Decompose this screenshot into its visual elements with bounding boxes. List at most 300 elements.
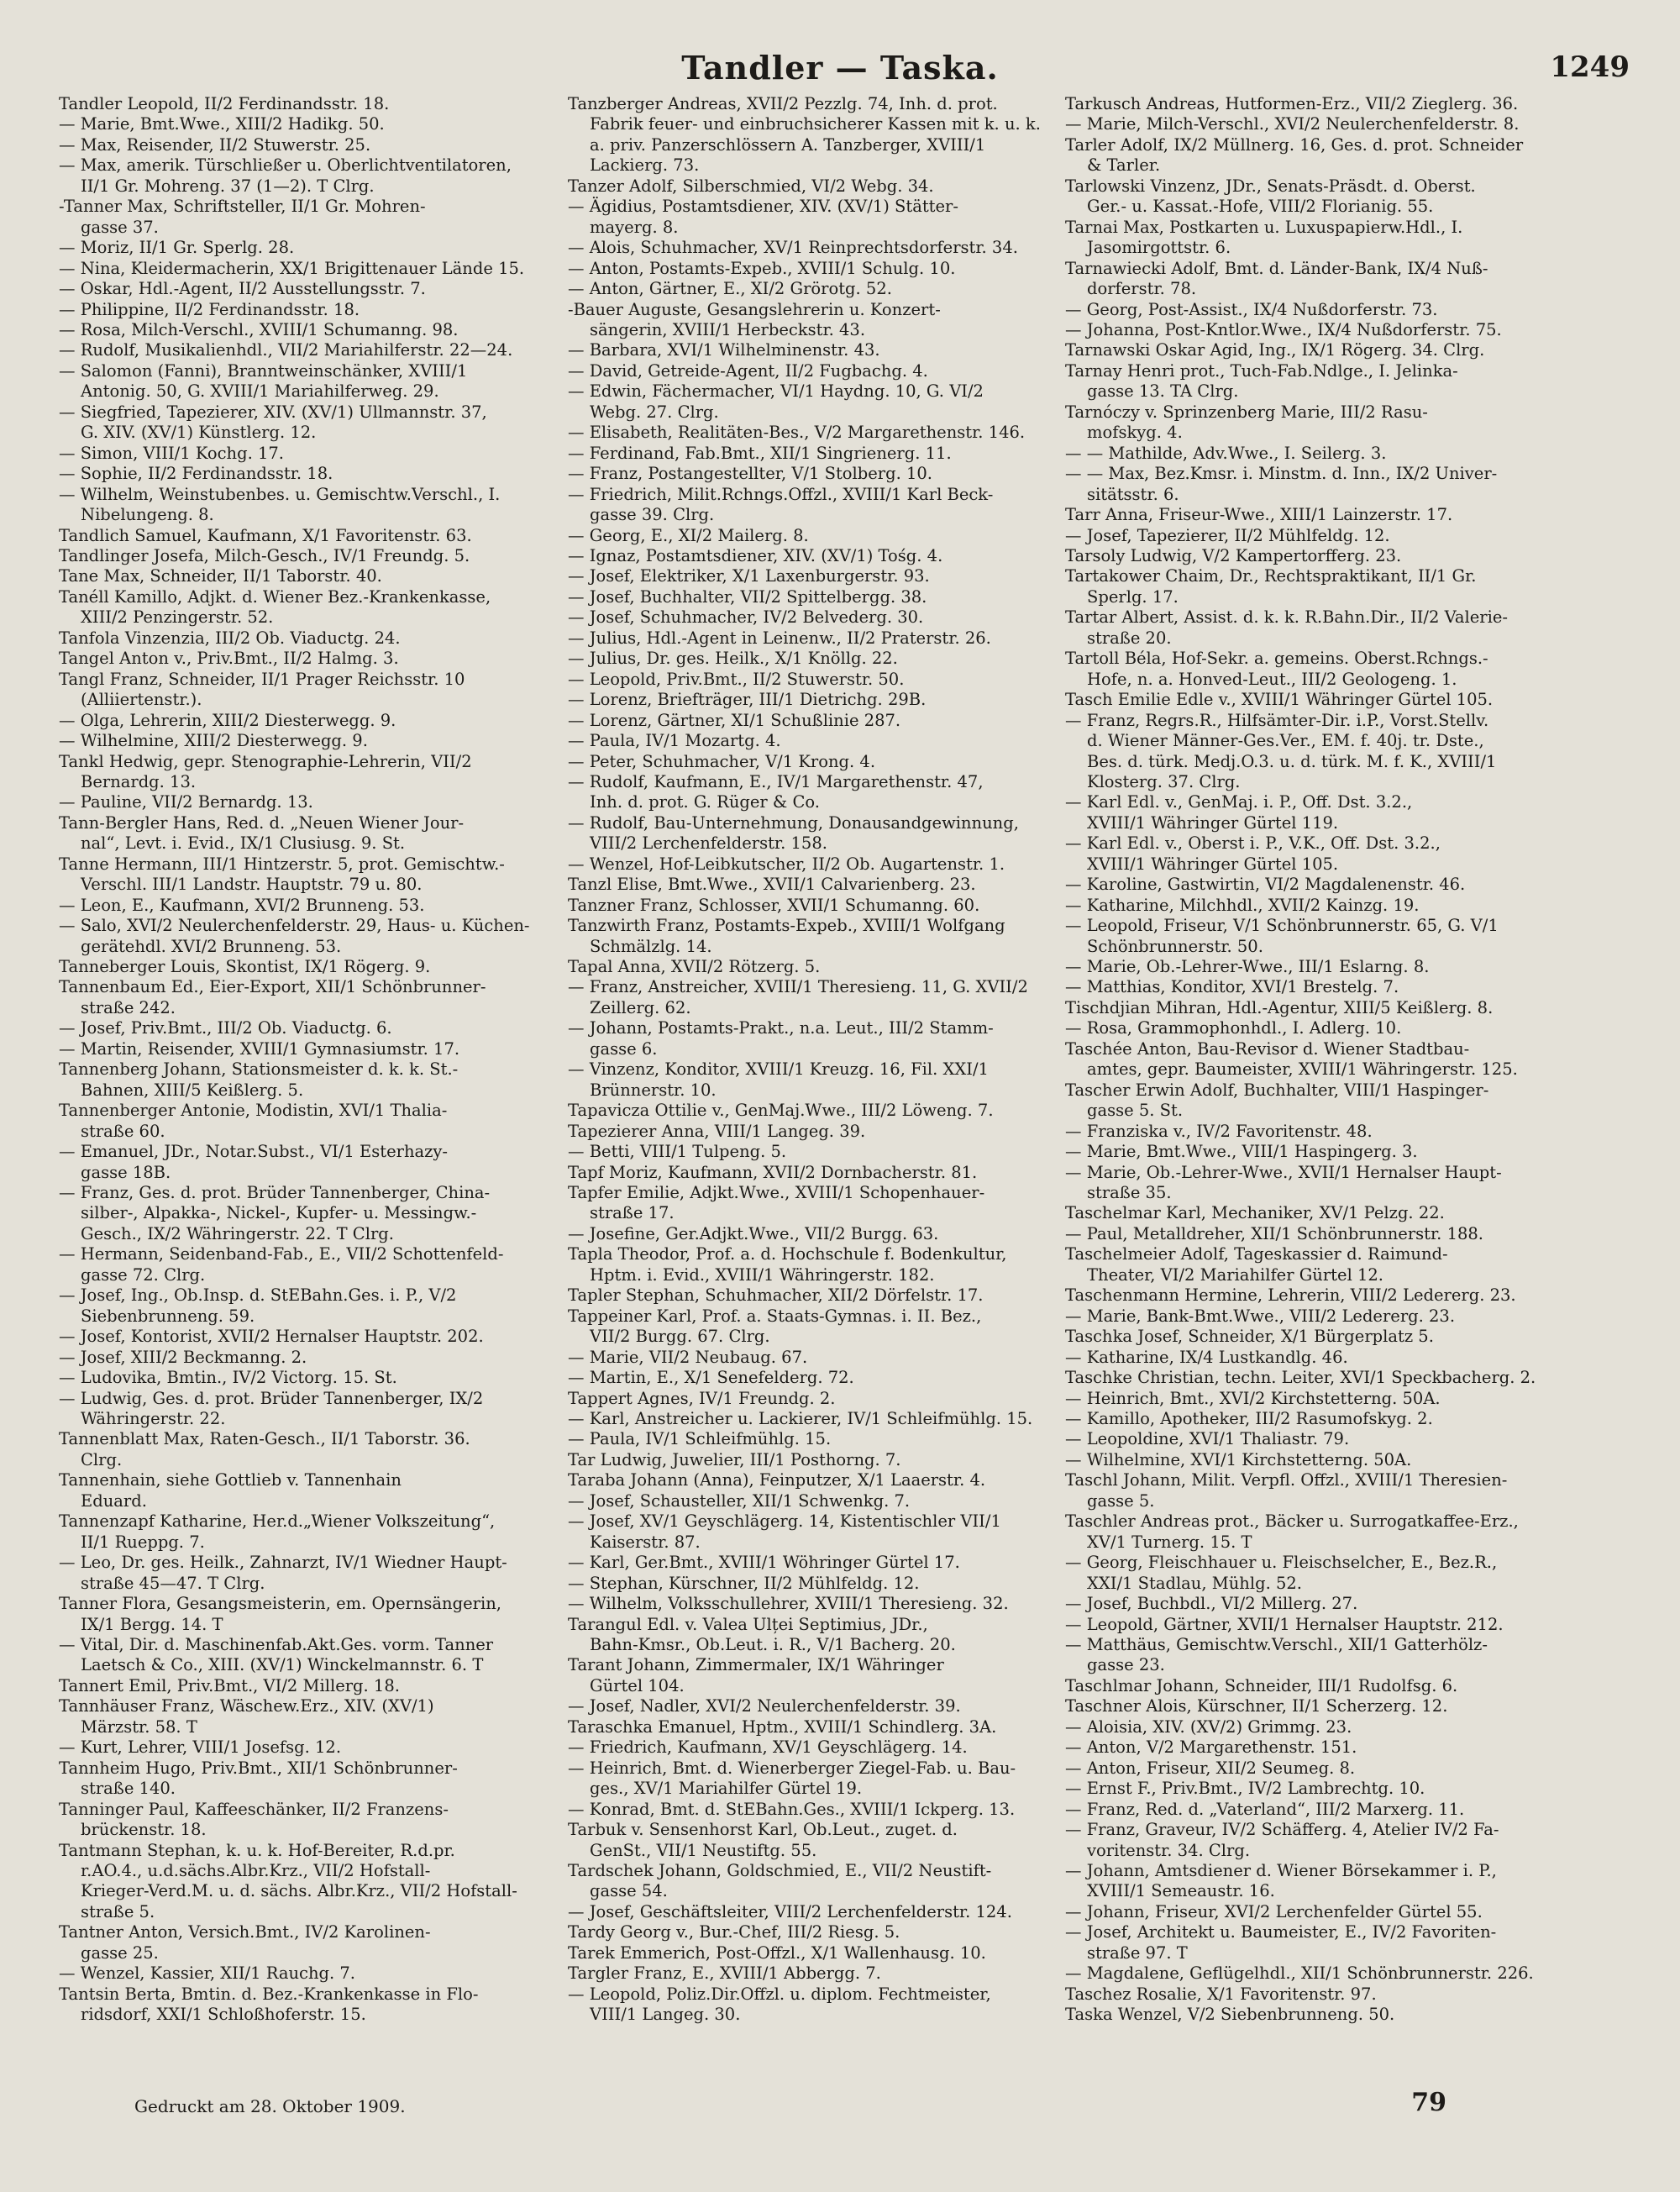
column-right xyxy=(1065,94,1544,2111)
directory-entry xyxy=(568,1368,1047,1388)
entry-line: — Rudolf, Bau-Unternehmung, Donausandgewinnung, xyxy=(568,812,1019,833)
directory-entry xyxy=(1065,1696,1544,1716)
entry-line: straße 35. xyxy=(1087,1183,1172,1203)
entry-line: — Josef, Schausteller, XII/1 Schwenkg. 7. xyxy=(568,1490,911,1511)
entry-line: Jasomirgottstr. 6. xyxy=(1087,238,1231,258)
entry-line: straße 97. T xyxy=(1087,1942,1188,1963)
directory-entry xyxy=(1065,218,1544,259)
directory-entry xyxy=(568,381,1047,423)
directory-entry xyxy=(59,1963,538,1984)
directory-entry xyxy=(568,1963,1047,1984)
directory-entry xyxy=(1065,135,1544,176)
directory-entry xyxy=(59,1470,538,1511)
entry-line: Tarler Adolf, IX/2 Müllnerg. 16, Ges. d. prot. Schneider xyxy=(1065,134,1524,155)
entry-line: — Leo, Dr. ges. Heilk., Zahnarzt, IV/1 Wiedner Haupt- xyxy=(59,1553,507,1573)
directory-entry xyxy=(568,607,1047,628)
directory-entry xyxy=(568,1758,1047,1800)
directory-entry xyxy=(1065,444,1544,464)
entry-line: Tarlowski Vinzenz, JDr., Senats-Präsdt. d. Oberst. xyxy=(1065,176,1476,196)
directory-entry xyxy=(59,711,538,731)
entry-line: gasse 37. xyxy=(81,217,159,237)
directory-entry xyxy=(568,896,1047,916)
entry-line: — Josef, Buchbdl., VI/2 Millerg. 27. xyxy=(1065,1594,1358,1614)
entry-line: — Josef, Buchhalter, VII/2 Spittelbergg. 38. xyxy=(568,586,927,607)
entry-line: — Lorenz, Gärtner, XI/1 Schußlinie 287. xyxy=(568,710,901,730)
entry-line: — Josef, Tapezierer, II/2 Mühlfeldg. 12. xyxy=(1065,525,1390,545)
entry-line: — Ägidius, Postamtsdiener, XIV. (XV/1) Stätter- xyxy=(568,197,958,217)
directory-entry xyxy=(568,1059,1047,1101)
entry-line: — Johann, Postamts-Prakt., n.a. Leut., III/2 Stamm- xyxy=(568,1018,994,1038)
directory-entry xyxy=(1065,505,1544,525)
entry-line: silber-, Alpakka-, Nickel-, Kupfer- u. Messingw.- xyxy=(81,1203,477,1223)
entry-line: straße 60. xyxy=(81,1121,165,1141)
entry-line: Tannert Emil, Priv.Bmt., VI/2 Millerg. 18. xyxy=(59,1675,400,1695)
entry-line: — Martin, Reisender, XVIII/1 Gymnasiumstr. 17. xyxy=(59,1038,460,1059)
entry-line: — Josef, XV/1 Geyschlägerg. 14, Kistentischler VII/1 xyxy=(568,1511,1001,1532)
entry-line: straße 140. xyxy=(81,1779,176,1799)
directory-entry xyxy=(1065,1594,1544,1614)
entry-line: — Magdalene, Geflügelhdl., XII/1 Schönbrunnerstr. 226. xyxy=(1065,1963,1534,1984)
directory-entry xyxy=(568,1389,1047,1409)
directory-entry xyxy=(568,300,1047,341)
entry-line: mayerg. 8. xyxy=(590,217,679,237)
entry-line: Tarkusch Andreas, Hutformen-Erz., VII/2 Zieglerg. 36. xyxy=(1065,94,1519,113)
directory-entry xyxy=(568,628,1047,649)
entry-line: & Tarler. xyxy=(1087,155,1161,176)
directory-entry xyxy=(1065,1285,1544,1306)
entry-line: — Josef, Schuhmacher, IV/2 Belvederg. 30. xyxy=(568,607,924,628)
directory-entry xyxy=(568,361,1047,381)
entry-line: Märzstr. 58. T xyxy=(81,1716,197,1737)
directory-entry xyxy=(1065,607,1544,649)
entry-line: — David, Getreide-Agent, II/2 Fugbachg. 4. xyxy=(568,360,928,381)
entry-line: II/1 Rueppg. 7. xyxy=(81,1532,205,1552)
directory-entry xyxy=(1065,1327,1544,1347)
entry-line: — Josef, Nadler, XVI/2 Neulerchenfelderstr. 39. xyxy=(568,1696,961,1716)
directory-entry xyxy=(59,1018,538,1038)
entry-line: Webg. 27. Clrg. xyxy=(590,402,719,422)
column-middle xyxy=(568,94,1047,2111)
directory-entry xyxy=(568,1306,1047,1348)
entry-line: — Siegfried, Tapezierer, XIV. (XV/1) Ullmannstr. 37, xyxy=(59,402,487,422)
directory-entry xyxy=(1065,1779,1544,1799)
entry-line: Tapfer Emilie, Adjkt.Wwe., XVIII/1 Schopenhauer- xyxy=(568,1183,985,1203)
entry-line: — Marie, Bank-Bmt.Wwe., VIII/2 Ledererg. 23. xyxy=(1065,1306,1456,1326)
directory-entry xyxy=(568,546,1047,566)
directory-entry xyxy=(59,628,538,649)
entry-line: Tanzer Adolf, Silberschmied, VI/2 Webg. 34. xyxy=(568,176,934,196)
entry-line: Tann-Bergler Hans, Red. d. „Neuen Wiener Jour- xyxy=(59,812,465,833)
directory-entry xyxy=(568,238,1047,258)
directory-entry xyxy=(568,1470,1047,1490)
entry-line: Tanfola Vinzenzia, III/2 Ob. Viaductg. 24. xyxy=(59,628,401,648)
directory-entry xyxy=(59,1800,538,1841)
entry-line: — Karl, Anstreicher u. Lackierer, IV/1 Schleifmühlg. 15. xyxy=(568,1409,1033,1428)
directory-entry xyxy=(1065,1244,1544,1285)
entry-line: Tankl Hedwig, gepr. Stenographie-Lehrerin, VII/2 xyxy=(59,751,472,771)
entry-line: Tanzl Elise, Bmt.Wwe., XVII/1 Calvarienberg. 23. xyxy=(568,875,976,895)
entry-line: — Georg, E., XI/2 Mailerg. 8. xyxy=(568,525,809,545)
entry-line: Schmälzlg. 14. xyxy=(590,936,712,956)
entry-line: Tapla Theodor, Prof. a. d. Hochschule f. Bodenkultur, xyxy=(568,1244,1007,1264)
entry-line: — Elisabeth, Realitäten-Bes., V/2 Margarethenstr. 146. xyxy=(568,423,1026,443)
entry-line: — Barbara, XVI/1 Wilhelminenstr. 43. xyxy=(568,340,880,360)
entry-line: — Kamillo, Apotheker, III/2 Rasumofskyg. 2. xyxy=(1065,1409,1433,1428)
directory-entry xyxy=(1065,1758,1544,1779)
directory-entry xyxy=(568,1696,1047,1716)
entry-line: Nibelungeng. 8. xyxy=(81,505,214,525)
directory-entry xyxy=(568,1902,1047,1922)
entry-line: Taraschka Emanuel, Hptm., XVIII/1 Schindlerg. 3A. xyxy=(568,1716,997,1737)
entry-line: Verschl. III/1 Landstr. Hauptstr. 79 u. 80. xyxy=(81,875,423,895)
directory-entry xyxy=(59,1922,538,1963)
entry-line: — Ferdinand, Fab.Bmt., XII/1 Singrienerg. 11. xyxy=(568,443,952,463)
entry-line: amtes, gepr. Baumeister, XVIII/1 Währingerstr. 125. xyxy=(1087,1059,1518,1080)
entry-line: — — Max, Bez.Kmsr. i. Minstm. d. Inn., IX/2 Univer- xyxy=(1065,464,1498,484)
entry-line: Tannenzapf Katharine, Her.d.„Wiener Volkszeitung“, xyxy=(59,1511,496,1532)
directory-entry xyxy=(59,279,538,299)
directory-entry xyxy=(59,977,538,1018)
directory-entry xyxy=(1065,1902,1544,1922)
directory-entry xyxy=(568,1717,1047,1737)
directory-entry xyxy=(568,670,1047,690)
directory-entry xyxy=(1065,340,1544,360)
entry-line: gasse 5. St. xyxy=(1087,1101,1184,1121)
directory-entry xyxy=(1065,1861,1544,1902)
entry-line: — Franz, Graveur, IV/2 Schäfferg. 4, Atelier IV/2 Fa- xyxy=(1065,1820,1499,1840)
entry-line: ges., XV/1 Mariahilfer Gürtel 19. xyxy=(590,1779,863,1799)
entry-line: straße 17. xyxy=(590,1203,675,1223)
entry-line: — Martin, E., X/1 Senefelderg. 72. xyxy=(568,1368,854,1388)
directory-entry xyxy=(568,1018,1047,1059)
directory-entry xyxy=(568,1450,1047,1470)
directory-entry xyxy=(1065,1984,1544,2005)
directory-entry xyxy=(568,197,1047,238)
directory-entry xyxy=(1065,792,1544,833)
entry-line: Tanne Hermann, III/1 Hintzerstr. 5, prot. Gemischtw.- xyxy=(59,854,505,874)
directory-entry xyxy=(568,1224,1047,1244)
entry-line: Laetsch & Co., XIII. (XV/1) Winckelmannstr. 6. T xyxy=(81,1655,484,1675)
directory-entry xyxy=(1065,1450,1544,1470)
entry-line: Tar Ludwig, Juwelier, III/1 Posthorng. 7. xyxy=(568,1449,901,1469)
entry-line: Taschelmeier Adolf, Tageskassier d. Raimund- xyxy=(1065,1244,1448,1264)
entry-line: — Salo, XVI/2 Neulerchenfelderstr. 29, Haus- u. Küchen- xyxy=(59,916,530,936)
directory-entry xyxy=(1065,320,1544,340)
entry-line: — Edwin, Fächermacher, VI/1 Haydng. 10, G. VI/2 xyxy=(568,381,984,402)
entry-line: Tardy Georg v., Bur.-Chef, III/2 Riesg. 5. xyxy=(568,1922,900,1942)
directory-entry xyxy=(1065,526,1544,546)
entry-line: — Wilhelmine, XIII/2 Diesterwegg. 9. xyxy=(59,731,368,751)
entry-line: — Peter, Schuhmacher, V/1 Krong. 4. xyxy=(568,751,876,771)
entry-line: (Alliiertenstr.). xyxy=(81,690,202,710)
entry-line: Taraba Johann (Anna), Feinputzer, X/1 Laaerstr. 4. xyxy=(568,1470,986,1490)
entry-line: Tanéll Kamillo, Adjkt. d. Wiener Bez.-Krankenkasse, xyxy=(59,586,491,607)
directory-entry xyxy=(59,135,538,155)
directory-entry xyxy=(1065,94,1544,114)
directory-entry xyxy=(1065,875,1544,895)
directory-entry xyxy=(1065,833,1544,875)
directory-entry xyxy=(59,1737,538,1758)
entry-line: gasse 25. xyxy=(81,1942,159,1963)
entry-line: XXI/1 Stadlau, Mühlg. 52. xyxy=(1087,1573,1302,1593)
entry-line: — Georg, Fleischhauer u. Fleischselcher, E., Bez.R., xyxy=(1065,1553,1498,1573)
entry-line: — Wilhelm, Volksschullehrer, XVIII/1 Theresieng. 32. xyxy=(568,1594,1009,1614)
directory-entry xyxy=(1065,566,1544,607)
entry-line: gasse 23. xyxy=(1087,1655,1165,1675)
entry-line: — Heinrich, Bmt., XVI/2 Kirchstetterng. 50A. xyxy=(1065,1388,1441,1408)
entry-line: — Johann, Amtsdiener d. Wiener Börsekammer i. P., xyxy=(1065,1860,1497,1880)
entry-line: — Josefine, Ger.Adjkt.Wwe., VII/2 Burgg. 63. xyxy=(568,1223,939,1243)
directory-entry xyxy=(59,1429,538,1470)
entry-line: — Leopold, Priv.Bmt., II/2 Stuwerstr. 50. xyxy=(568,669,905,689)
entry-line: — Lorenz, Briefträger, III/1 Dietrichg. 29B. xyxy=(568,690,927,710)
entry-line: — Franz, Red. d. „Vaterland“, III/2 Marxerg. 11. xyxy=(1065,1799,1465,1819)
entry-line: gerätehdl. XVI/2 Brunneng. 53. xyxy=(81,936,342,956)
entry-line: Klosterg. 37. Clrg. xyxy=(1087,771,1241,791)
entry-line: Tantmann Stephan, k. u. k. Hof-Bereiter, R.d.pr. xyxy=(59,1840,455,1860)
entry-line: G. XIV. (XV/1) Künstlerg. 12. xyxy=(81,423,317,443)
directory-entry xyxy=(1065,1511,1544,1553)
entry-line: — Karoline, Gastwirtin, VI/2 Magdalenenstr. 46. xyxy=(1065,875,1466,895)
entry-line: Taschl Johann, Milit. Verpfl. Offzl., XVIII/1 Theresien- xyxy=(1065,1470,1508,1490)
entry-line: Tannenblatt Max, Raten-Gesch., II/1 Taborstr. 36. xyxy=(59,1429,470,1449)
directory-entry xyxy=(59,320,538,340)
entry-line: — Vinzenz, Konditor, XVIII/1 Kreuzg. 16, Fil. XXI/1 xyxy=(568,1059,989,1080)
directory-entry xyxy=(1065,402,1544,444)
entry-line: sängerin, XVIII/1 Herbeckstr. 43. xyxy=(590,319,866,339)
entry-line: — Betti, VIII/1 Tulpeng. 5. xyxy=(568,1142,787,1162)
directory-entry xyxy=(1065,1820,1544,1861)
entry-line: Bes. d. türk. Medj.O.3. u. d. türk. M. f. K., XVIII/1 xyxy=(1087,751,1497,771)
entry-line: — Anton, Postamts-Expeb., XVIII/1 Schulg. 10. xyxy=(568,258,956,278)
directory-entry xyxy=(568,587,1047,607)
entry-line: straße 45—47. T Clrg. xyxy=(81,1573,265,1593)
entry-line: gasse 5. xyxy=(1087,1490,1155,1511)
entry-line: Tannheim Hugo, Priv.Bmt., XII/1 Schönbrunner- xyxy=(59,1758,458,1778)
entry-line: — Sophie, II/2 Ferdinandsstr. 18. xyxy=(59,464,333,484)
directory-entry xyxy=(568,444,1047,464)
directory-entry xyxy=(568,1491,1047,1511)
directory-entry xyxy=(59,1758,538,1800)
directory-entry xyxy=(59,1039,538,1059)
entry-line: — Josef, XIII/2 Beckmanng. 2. xyxy=(59,1347,307,1367)
entry-line: brückenstr. 18. xyxy=(81,1820,207,1840)
entry-line: — Josef, Ing., Ob.Insp. d. StEBahn.Ges. i. P., V/2 xyxy=(59,1285,457,1306)
entry-line: Taschenmann Hermine, Lehrerin, VIII/2 Ledererg. 23. xyxy=(1065,1285,1516,1306)
entry-line: Währingerstr. 22. xyxy=(81,1409,226,1428)
directory-entry xyxy=(568,977,1047,1018)
entry-line: gasse 72. Clrg. xyxy=(81,1264,206,1285)
entry-line: -Bauer Auguste, Gesangslehrerin u. Konzert- xyxy=(568,299,941,319)
directory-entry xyxy=(1065,1470,1544,1511)
sheet-number: 79 xyxy=(1411,2088,1446,2117)
entry-line: — Moriz, II/1 Gr. Sperlg. 28. xyxy=(59,238,295,258)
column-left xyxy=(59,94,538,2111)
directory-entry xyxy=(568,1429,1047,1449)
directory-entry xyxy=(59,1594,538,1635)
entry-line: — Franziska v., IV/2 Favoritenstr. 48. xyxy=(1065,1121,1373,1141)
entry-line: gasse 18B. xyxy=(81,1162,171,1182)
directory-entry xyxy=(59,854,538,896)
directory-entry xyxy=(1065,114,1544,134)
entry-line: Tapezierer Anna, VIII/1 Langeg. 39. xyxy=(568,1121,866,1141)
entry-line: — Katharine, IX/4 Lustkandlg. 46. xyxy=(1065,1347,1348,1367)
directory-entry xyxy=(1065,1553,1544,1594)
entry-line: Tascher Erwin Adolf, Buchhalter, VIII/1 Haspinger- xyxy=(1065,1080,1489,1100)
directory-entry xyxy=(59,238,538,258)
directory-entry xyxy=(568,566,1047,586)
page-number: 1249 xyxy=(1550,50,1630,84)
entry-line: — Rosa, Grammophonhdl., I. Adlerg. 10. xyxy=(1065,1018,1402,1038)
entry-line: — Franz, Regrs.R., Hilfsämter-Dir. i.P., Vorst.Stellv. xyxy=(1065,710,1489,730)
entry-line: — Marie, Ob.-Lehrer-Wwe., III/1 Eslarng. 8. xyxy=(1065,957,1430,977)
directory-entry xyxy=(59,340,538,360)
entry-line: Tantner Anton, Versich.Bmt., IV/2 Karolinen- xyxy=(59,1922,431,1942)
directory-entry xyxy=(568,464,1047,484)
entry-line: Targler Franz, E., XVIII/1 Abbergg. 7. xyxy=(568,1963,881,1984)
entry-line: — Simon, VIII/1 Kochg. 17. xyxy=(59,443,285,463)
directory-entry xyxy=(568,875,1047,895)
running-head: Tandler — Taska. xyxy=(681,49,999,87)
entry-line: Tangel Anton v., Priv.Bmt., II/2 Halmg. 3. xyxy=(59,649,399,669)
entry-line: XIII/2 Penzingerstr. 52. xyxy=(81,607,274,628)
directory-entry xyxy=(1065,546,1544,566)
directory-entry xyxy=(59,361,538,402)
entry-line: -Tanner Max, Schriftsteller, II/1 Gr. Mohren- xyxy=(59,197,426,217)
entry-line: Tardschek Johann, Goldschmied, E., VII/2 Neustift- xyxy=(568,1860,992,1880)
entry-line: — Ignaz, Postamtsdiener, XIV. (XV/1) Tośg. 4. xyxy=(568,545,943,565)
directory-entry xyxy=(568,1800,1047,1820)
directory-entry xyxy=(59,1059,538,1101)
directory-entry xyxy=(568,1244,1047,1285)
directory-entry xyxy=(568,423,1047,443)
entry-line: — Franz, Postangestellter, V/1 Stolberg. 10. xyxy=(568,464,932,484)
directory-entry xyxy=(568,526,1047,546)
entry-line: Tannenhain, siehe Gottlieb v. Tannenhain xyxy=(59,1470,402,1490)
directory-entry xyxy=(1065,1224,1544,1244)
page-header xyxy=(0,49,1680,99)
directory-entry xyxy=(1065,711,1544,793)
entry-line: Bahn-Kmsr., Ob.Leut. i. R., V/1 Bacherg. 20. xyxy=(590,1634,956,1654)
entry-line: — Olga, Lehrerin, XIII/2 Diesterwegg. 9. xyxy=(59,710,396,730)
entry-line: XV/1 Turnerg. 15. T xyxy=(1087,1532,1252,1552)
directory-entry xyxy=(568,957,1047,977)
directory-entry xyxy=(568,711,1047,731)
directory-entry xyxy=(59,464,538,484)
entry-line: — Leopold, Gärtner, XVII/1 Hernalser Hauptstr. 212. xyxy=(1065,1614,1504,1634)
entry-line: — Ludwig, Ges. d. prot. Brüder Tannenberger, IX/2 xyxy=(59,1388,484,1408)
entry-line: Schönbrunnerstr. 50. xyxy=(1087,936,1263,956)
entry-line: a. priv. Panzerschlössern A. Tanzberger, XVIII/1 xyxy=(590,134,986,155)
entry-line: sitätsstr. 6. xyxy=(1087,484,1179,504)
entry-line: — Stephan, Kürschner, II/2 Mühlfeldg. 12. xyxy=(568,1573,920,1593)
directory-entry xyxy=(568,690,1047,710)
entry-line: Taschke Christian, techn. Leiter, XVI/1 Speckbacherg. 2. xyxy=(1065,1368,1536,1388)
directory-entry xyxy=(1065,1409,1544,1429)
entry-line: Tanner Flora, Gesangsmeisterin, em. Opernsängerin, xyxy=(59,1594,501,1614)
entry-line: XVIII/1 Währinger Gürtel 105. xyxy=(1087,854,1339,874)
entry-line: — Vital, Dir. d. Maschinenfab.Akt.Ges. vorm. Tanner xyxy=(59,1634,494,1654)
entry-line: — Marie, Milch-Verschl., XVI/2 Neulerchenfelderstr. 8. xyxy=(1065,114,1520,134)
directory-entry xyxy=(1065,998,1544,1018)
directory-entry xyxy=(1065,1018,1544,1038)
entry-line: — Rudolf, Musikalienhdl., VII/2 Mariahilferstr. 22—24. xyxy=(59,340,513,360)
directory-entry xyxy=(1065,649,1544,690)
directory-entry xyxy=(59,114,538,134)
directory-entry xyxy=(568,752,1047,772)
directory-entry xyxy=(59,485,538,526)
entry-line: VIII/1 Langeg. 30. xyxy=(590,2005,741,2025)
directory-entry xyxy=(568,1861,1047,1902)
entry-line: — Ernst F., Priv.Bmt., IV/2 Lambrechtg. 10. xyxy=(1065,1779,1425,1799)
entry-line: — Ludovika, Bmtin., IV/2 Victorg. 15. St. xyxy=(59,1368,397,1388)
entry-line: Tannenberg Johann, Stationsmeister d. k. k. St.- xyxy=(59,1059,459,1080)
entry-line: Tarek Emmerich, Post-Offzl., X/1 Wallenhausg. 10. xyxy=(568,1942,986,1963)
directory-entry xyxy=(59,444,538,464)
directory-entry xyxy=(59,916,538,957)
directory-entry xyxy=(59,1368,538,1388)
entry-line: — Matthias, Konditor, XVI/1 Brestelg. 7. xyxy=(1065,977,1399,997)
entry-line: Tappeiner Karl, Prof. a. Staats-Gymnas. i. II. Bez., xyxy=(568,1306,982,1326)
entry-line: Tantsin Berta, Bmtin. d. Bez.-Krankenkasse in Flo- xyxy=(59,1984,479,2004)
entry-line: Taschlmar Johann, Schneider, III/1 Rudolfsg. 6. xyxy=(1065,1675,1458,1695)
entry-line: Tapavicza Ottilie v., GenMaj.Wwe., III/2 Löweng. 7. xyxy=(568,1101,994,1121)
entry-line: — Franz, Ges. d. prot. Brüder Tannenberger, China- xyxy=(59,1183,491,1203)
entry-line: Tangl Franz, Schneider, II/1 Prager Reichsstr. 10 xyxy=(59,669,465,689)
directory-entry xyxy=(59,197,538,238)
entry-line: — Karl, Ger.Bmt., XVIII/1 Wöhringer Gürtel 17. xyxy=(568,1553,960,1573)
directory-entry xyxy=(568,1615,1047,1656)
entry-line: gasse 54. xyxy=(590,1881,668,1901)
entry-line: — Hermann, Seidenband-Fab., E., VII/2 Schottenfeld- xyxy=(59,1244,504,1264)
entry-line: Theater, VI/2 Mariahilfer Gürtel 12. xyxy=(1087,1264,1384,1285)
directory-entry xyxy=(568,1163,1047,1183)
directory-entry xyxy=(1065,916,1544,957)
entry-line: — Pauline, VII/2 Bernardg. 13. xyxy=(59,792,313,812)
directory-entry xyxy=(1065,176,1544,218)
directory-entry xyxy=(1065,1080,1544,1122)
directory-entry xyxy=(568,1101,1047,1121)
entry-line: Tanneberger Louis, Skontist, IX/1 Rögerg. 9. xyxy=(59,957,431,977)
directory-entry xyxy=(1065,1615,1544,1635)
directory-entry xyxy=(568,649,1047,669)
entry-line: GenSt., VII/1 Neustiftg. 55. xyxy=(590,1840,817,1860)
entry-line: Inh. d. prot. G. Rüger & Co. xyxy=(590,792,821,812)
entry-line: straße 242. xyxy=(81,997,176,1017)
directory-entry xyxy=(59,546,538,566)
directory-entry xyxy=(59,526,538,546)
entry-line: — Heinrich, Bmt. d. Wienerberger Ziegel-Fab. u. Bau- xyxy=(568,1758,1016,1778)
entry-line: — Katharine, Milchhdl., XVII/2 Kainzg. 19. xyxy=(1065,895,1420,915)
entry-line: r.AO.4., u.d.sächs.Albr.Krz., VII/2 Hofstall- xyxy=(81,1860,431,1880)
directory-entry xyxy=(568,916,1047,957)
directory-entry xyxy=(1065,464,1544,505)
entry-line: Tandlinger Josefa, Milch-Gesch., IV/1 Freundg. 5. xyxy=(59,545,470,565)
directory-entry xyxy=(59,1327,538,1347)
directory-entry xyxy=(568,1511,1047,1553)
entry-line: Tarnay Henri prot., Tuch-Fab.Ndlge., I. Jelinka- xyxy=(1065,360,1458,381)
entry-line: — Wilhelm, Weinstubenbes. u. Gemischtw.Verschl., I. xyxy=(59,484,501,504)
entry-line: — Karl Edl. v., Oberst i. P., V.K., Off. Dst. 3.2., xyxy=(1065,833,1441,854)
directory-entry xyxy=(1065,300,1544,320)
directory-entry xyxy=(59,300,538,320)
directory-entry xyxy=(1065,1800,1544,1820)
directory-entry xyxy=(1065,1737,1544,1758)
directory-entry xyxy=(1065,1348,1544,1368)
entry-line: — Johanna, Post-Kntlor.Wwe., IX/4 Nußdorferstr. 75. xyxy=(1065,319,1502,339)
entry-line: mofskyg. 4. xyxy=(1087,423,1183,443)
directory-entry xyxy=(59,1389,538,1430)
